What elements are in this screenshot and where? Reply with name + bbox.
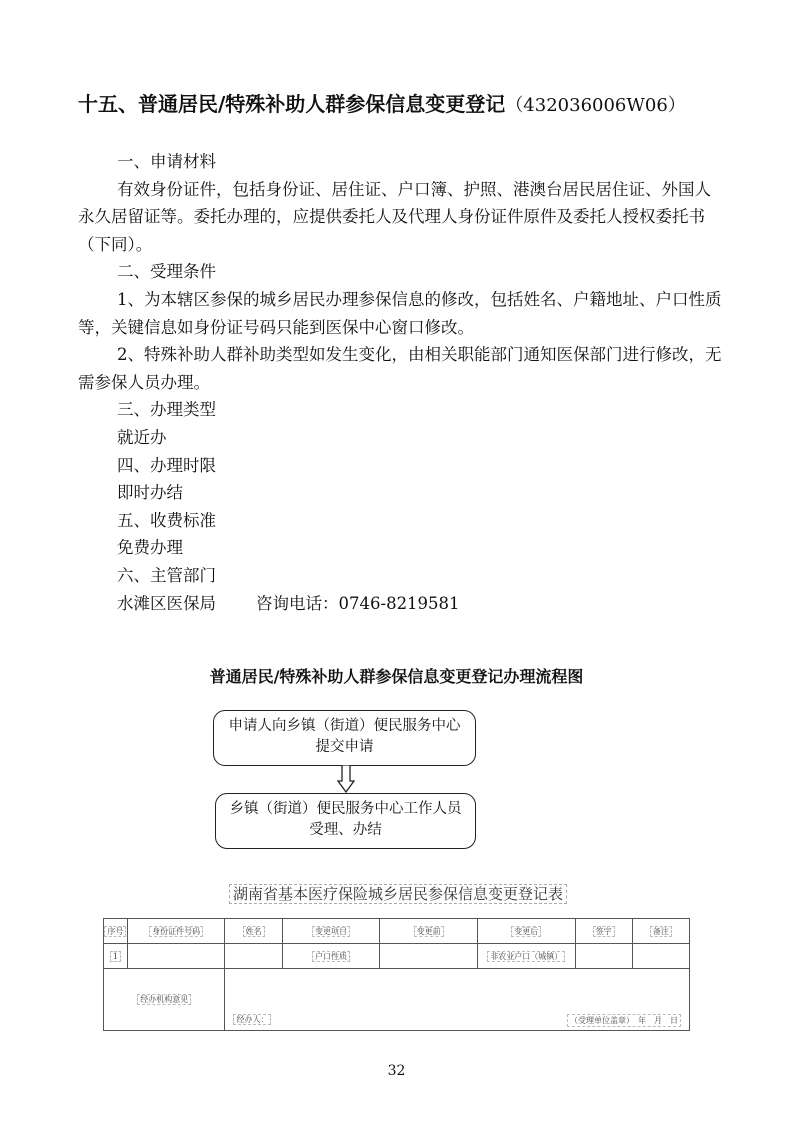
step-line: 申请人向乡镇（街道）便民服务中心: [228, 718, 461, 734]
section-heading: 五、收费标准: [117, 510, 216, 530]
page-title: [78, 88, 686, 117]
title-text: 十五、普通居民/特殊补助人群参保信息变更登记: [78, 92, 506, 116]
step-line: 受理、办结: [309, 822, 382, 838]
header-cell: 变更前: [414, 926, 444, 937]
step-line: 提交申请: [315, 739, 374, 755]
down-arrow-icon: [337, 765, 355, 793]
page-number: 32: [387, 1063, 406, 1079]
section-heading: 六、主管部门: [117, 565, 216, 585]
cell: 非农业户口（城镇）: [487, 951, 565, 962]
header-cell: 序号: [104, 926, 126, 937]
section-heading: 二、受理条件: [117, 262, 216, 282]
handler-label: 经办人：: [233, 1014, 271, 1025]
table-header-row: [104, 919, 690, 944]
header-cell: 姓名: [243, 926, 265, 937]
flow-step-1: [213, 710, 476, 766]
phone: 咨询电话：0746-8219581: [256, 593, 460, 613]
cell: [575, 944, 632, 969]
section-heading: 四、办理时限: [117, 455, 216, 475]
cell: [380, 944, 478, 969]
header-cell: 身份证件号码: [149, 926, 203, 937]
section-text: 就近办: [117, 427, 167, 447]
table-row: [104, 944, 690, 969]
step-line: 乡镇（街道）便民服务中心工作人员: [229, 801, 462, 817]
form-table: [103, 918, 690, 1031]
section-text: 免费办理: [117, 538, 183, 558]
department: 水滩区医保局: [117, 593, 216, 613]
header-cell: 变更后: [511, 926, 541, 937]
condition-item: 2、特殊补助人群补助类型如发生变化，由相关职能部门通知医保部门进行修改，无需参保人员办理。: [78, 345, 722, 392]
opinion-row: [104, 969, 690, 1031]
cell: 户口性质: [312, 951, 350, 962]
registration-form-image: [103, 880, 693, 1032]
header-cell: 签字: [593, 926, 615, 937]
section-heading: 三、办理类型: [117, 400, 216, 420]
item-code: （432036006W06）: [505, 95, 686, 116]
cell: [225, 944, 282, 969]
section-heading: 一、申请材料: [117, 152, 216, 171]
opinion-label: 经办机构意见: [137, 994, 191, 1005]
flow-step-2: [215, 793, 476, 849]
section-text: 有效身份证件，包括身份证、居住证、户口簿、护照、港澳台居民居住证、外国人永久居留证等。委托办理的，应提供委托人及代理人身份证件原件及委托人授权委托书（下同）。: [78, 179, 711, 254]
cell: [127, 944, 225, 969]
cell: [632, 944, 689, 969]
header-cell: 备注: [650, 926, 672, 937]
form-title: 湖南省基本医疗保险城乡居民参保信息变更登记表: [229, 884, 567, 904]
section-text: 即时办结: [117, 483, 183, 503]
section-text: [78, 590, 723, 618]
cell: 1: [110, 951, 121, 962]
document-body: [78, 148, 723, 617]
flowchart-title: 普通居民/特殊补助人群参保信息变更登记办理流程图: [209, 667, 584, 686]
stamp-label: （受理单位盖章） 年 月 日: [567, 1014, 681, 1027]
condition-item: 1、为本辖区参保的城乡居民办理参保信息的修改，包括姓名、户籍地址、户口性质等，关键信息如身份证号码只能到医保中心窗口修改。: [78, 289, 722, 337]
header-cell: 变更项目: [312, 926, 350, 937]
